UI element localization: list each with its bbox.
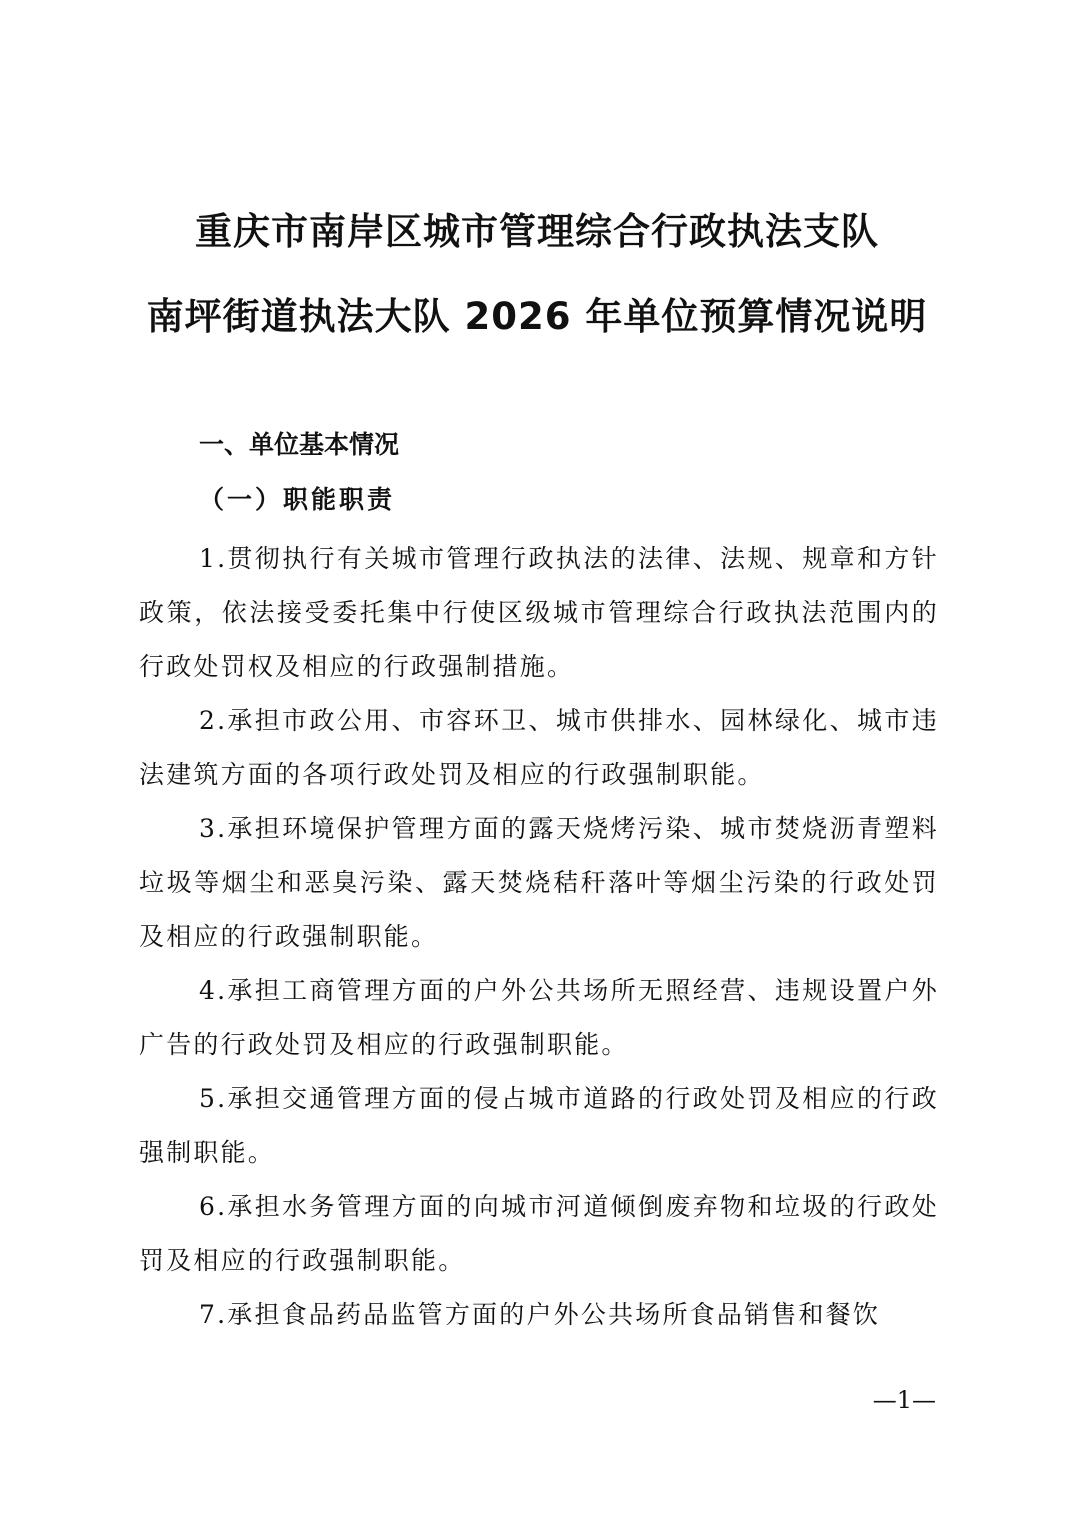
paragraph-5: 5.承担交通管理方面的侵占城市道路的行政处罚及相应的行政强制职能。 (139, 1084, 939, 1167)
document-body (139, 532, 939, 1342)
paragraph-7: 7.承担食品药品监管方面的户外公共场所食品销售和餐饮 (199, 1300, 881, 1329)
paragraph-3: 3.承担环境保护管理方面的露天烧烤污染、城市焚烧沥青塑料垃圾等烟尘和恶臭污染、露天焚烧秸秆落叶等烟尘污染的行政处罚及相应的行政强制职能。 (139, 814, 939, 951)
document-title-line-1: 重庆市南岸区城市管理综合行政执法支队 (195, 210, 879, 253)
paragraph-1: 1.贯彻执行有关城市管理行政执法的法律、法规、规章和方针政策，依法接受委托集中行使区级城市管理综合行政执法范围内的行政处罚权及相应的行政强制措施。 (139, 544, 939, 681)
page-number: —1— (872, 1386, 936, 1414)
paragraph-4: 4.承担工商管理方面的户外公共场所无照经营、违规设置户外广告的行政处罚及相应的行政强制职能。 (139, 976, 939, 1059)
document-title-line-2: 南坪街道执法大队 2026 年单位预算情况说明 (146, 295, 928, 338)
section-heading-basic-info: 一、单位基本情况 (199, 430, 400, 459)
subsection-heading-functions: （一）职能职责 (199, 485, 396, 514)
paragraph-6: 6.承担水务管理方面的向城市河道倾倒废弃物和垃圾的行政处罚及相应的行政强制职能。 (139, 1192, 939, 1275)
paragraph-2: 2.承担市政公用、市容环卫、城市供排水、园林绿化、城市违法建筑方面的各项行政处罚及相应的行政强制职能。 (139, 706, 939, 789)
